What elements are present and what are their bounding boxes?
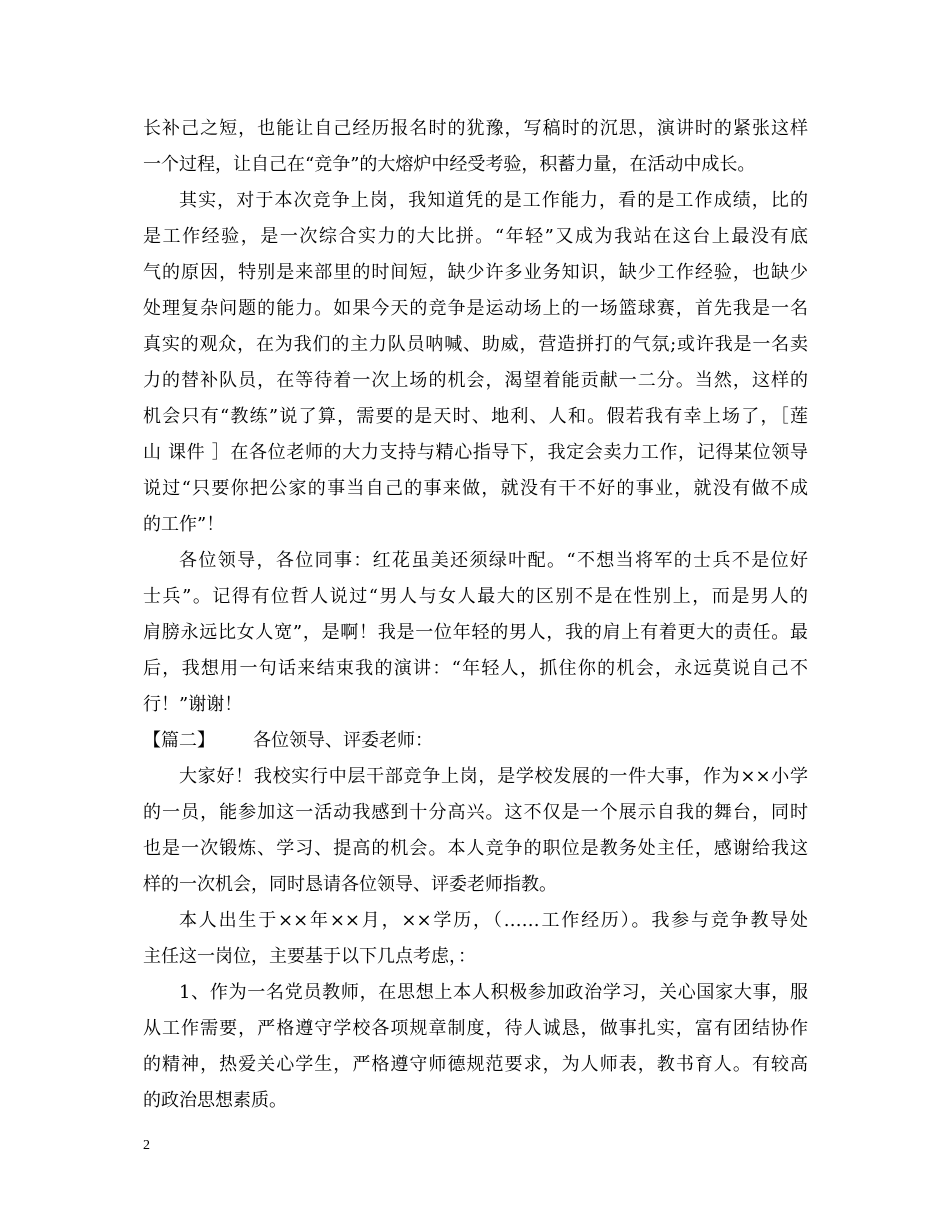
paragraph-line: 士兵”。记得有位哲人说过“男人与女人最大的区别不是在性别上，而是男人的 [143, 586, 808, 607]
paragraph-line: 后，我想用一句话来结束我的演讲：“年轻人，抓住你的机会，永远莫说自己不 [143, 658, 808, 679]
paragraph-line: 力的替补队员，在等待着一次上场的机会，渴望着能贡献一二分。当然，这样的 [143, 370, 808, 391]
paragraph-line: 从工作需要，严格遵守学校各项规章制度，待人诚恳，做事扎实，富有团结协作 [143, 1018, 808, 1039]
page-number: 2 [143, 1138, 150, 1153]
paragraph-line: 真实的观众，在为我们的主力队员呐喊、助威，营造拼打的气氛;或许我是一名卖 [143, 334, 808, 355]
section-tag: 【篇二】 [143, 730, 215, 751]
paragraph-line: 主任这一岗位，主要基于以下几点考虑，： [143, 946, 476, 967]
paragraph-line: 一个过程，让自己在“竞争”的大熔炉中经受考验，积蓄力量，在活动中成长。 [143, 154, 756, 175]
paragraph-line: 样的一次机会，同时恳请各位领导、评委老师指教。 [143, 874, 557, 895]
paragraph-line: 长补己之短，也能让自己经历报名时的犹豫，写稿时的沉思，演讲时的紧张这样 [143, 118, 808, 139]
paragraph-line: 的精神，热爱关心学生，严格遵守师德规范要求，为人师表，教书育人。有较高 [143, 1054, 808, 1075]
paragraph-line: 处理复杂问题的能力。如果今天的竞争是运动场上的一场篮球赛，首先我是一名 [143, 298, 808, 319]
section-heading [143, 730, 808, 752]
paragraph-line: 是工作经验，是一次综合实力的大比拼。“年轻”又成为我站在这台上最没有底 [143, 226, 808, 247]
paragraph-line: 各位领导，各位同事：红花虽美还须绿叶配。“不想当将军的士兵不是位好 [179, 550, 808, 571]
paragraph-line: 机会只有“教练”说了算，需要的是天时、地利、人和。假若我有幸上场了，［莲 [143, 406, 808, 427]
paragraph-line: 的一员，能参加这一活动我感到十分高兴。这不仅是一个展示自我的舞台，同时 [143, 802, 808, 823]
paragraph-line: 的政治思想素质。 [143, 1090, 287, 1111]
paragraph-line: 肩膀永远比女人宽”，是啊！我是一位年轻的男人，我的肩上有着更大的责任。最 [143, 622, 808, 643]
paragraph-line: 也是一次锻炼、学习、提高的机会。本人竞争的职位是教务处主任，感谢给我这 [143, 838, 808, 859]
paragraph-line: 1、作为一名党员教师，在思想上本人积极参加政治学习，关心国家大事，服 [179, 982, 808, 1003]
paragraph-line: 其实，对于本次竞争上岗，我知道凭的是工作能力，看的是工作成绩，比的 [179, 190, 808, 211]
paragraph-line: 气的原因，特别是来部里的时间短，缺少许多业务知识，缺少工作经验，也缺少 [143, 262, 808, 283]
paragraph-line: 说过“只要你把公家的事当自己的事来做，就没有干不好的事业，就没有做不成 [143, 478, 808, 499]
paragraph-line: 山 课件 ］在各位老师的大力支持与精心指导下，我定会卖力工作，记得某位领导 [143, 442, 808, 463]
section-title: 各位领导、评委老师： [253, 730, 433, 751]
paragraph-line: 行！”谢谢！ [143, 694, 243, 715]
paragraph-line: 的工作”！ [143, 514, 225, 535]
paragraph-line: 大家好！我校实行中层干部竞争上岗，是学校发展的一件大事，作为××小学 [179, 766, 808, 787]
paragraph-line: 本人出生于××年××月，××学历，（……工作经历）。我参与竞争教导处 [179, 910, 808, 931]
